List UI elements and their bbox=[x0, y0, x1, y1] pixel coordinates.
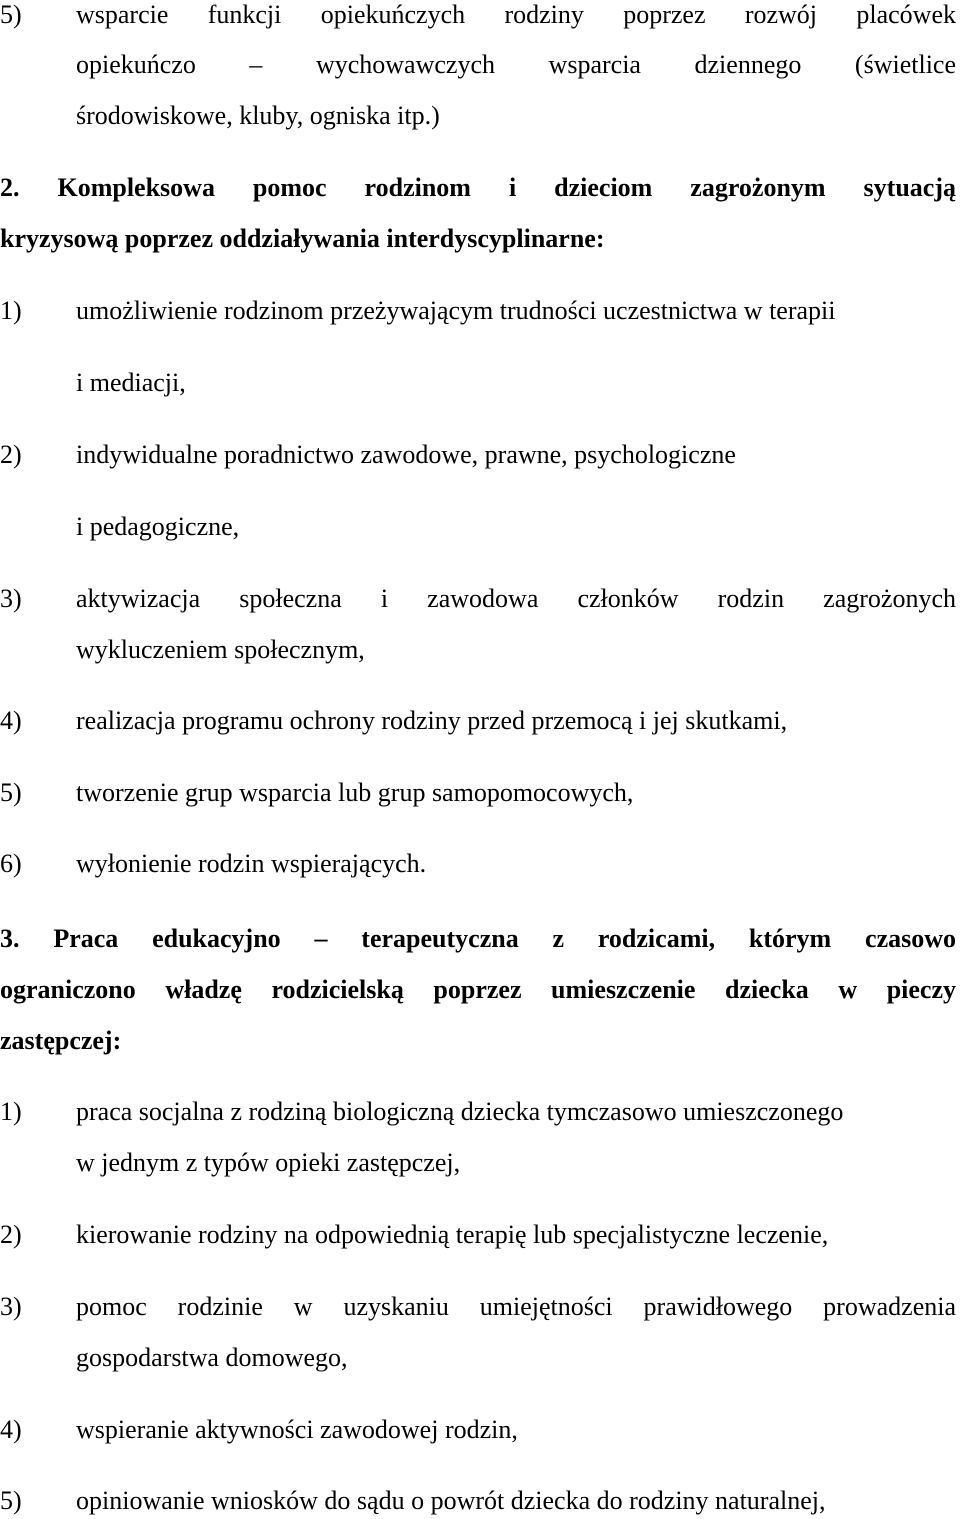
list-continuation: i pedagogiczne, bbox=[76, 512, 240, 541]
list-item bbox=[0, 1292, 956, 1322]
list-item bbox=[0, 584, 956, 614]
list-item bbox=[0, 706, 956, 736]
section-heading: 3. Praca edukacyjno – terapeutyczna z rodzicami, którym czasowo bbox=[0, 924, 956, 953]
list-text: praca socjalna z rodziną biologiczną dziecka tymczasowo umieszczonego bbox=[76, 1097, 844, 1126]
list-text: indywidualne poradnictwo zawodowe, prawne, psychologiczne bbox=[76, 440, 736, 469]
list-text: umożliwienie rodzinom przeżywającym trudności uczestnictwa w terapii bbox=[76, 296, 836, 325]
list-text: aktywizacja społeczna i zawodowa członków rodzin zagrożonych bbox=[76, 584, 956, 613]
section-heading: zastępczej: bbox=[0, 1026, 122, 1055]
list-number: 4) bbox=[0, 1415, 22, 1444]
list-text: kierowanie rodziny na odpowiednią terapię lub specjalistyczne leczenie, bbox=[76, 1220, 829, 1249]
list-text: wyłonienie rodzin wspierających. bbox=[76, 849, 427, 878]
section-heading: 2. Kompleksowa pomoc rodzinom i dzieciom zagrożonym sytuacją bbox=[0, 173, 956, 202]
list-continuation: gospodarstwa domowego, bbox=[76, 1343, 348, 1372]
list-item bbox=[0, 296, 956, 326]
list-number: 5) bbox=[0, 0, 22, 29]
list-number: 3) bbox=[0, 584, 22, 613]
list-continuation: w jednym z typów opieki zastępczej, bbox=[76, 1148, 461, 1177]
list-continuation: wykluczeniem społecznym, bbox=[76, 635, 365, 664]
list-number: 5) bbox=[0, 778, 22, 807]
list-number: 2) bbox=[0, 440, 22, 469]
section-heading: kryzysową poprzez oddziaływania interdyscyplinarne: bbox=[0, 224, 605, 253]
list-text: wspieranie aktywności zawodowej rodzin, bbox=[76, 1415, 518, 1444]
list-number: 5) bbox=[0, 1486, 22, 1515]
list-number: 6) bbox=[0, 849, 22, 878]
list-number: 2) bbox=[0, 1220, 22, 1249]
list-number: 3) bbox=[0, 1292, 22, 1321]
list-continuation: i mediacji, bbox=[76, 368, 186, 397]
list-text: tworzenie grup wsparcia lub grup samopomocowych, bbox=[76, 778, 634, 807]
list-item bbox=[0, 849, 956, 879]
list-number: 1) bbox=[0, 1097, 22, 1126]
list-item bbox=[0, 778, 956, 808]
list-item bbox=[0, 1415, 956, 1445]
list-text: wsparcie funkcji opiekuńczych rodziny poprzez rozwój placówek bbox=[76, 0, 956, 29]
list-item bbox=[0, 1486, 956, 1516]
list-continuation: środowiskowe, kluby, ogniska itp.) bbox=[76, 101, 440, 130]
list-continuation: opiekuńczo – wychowawczych wsparcia dziennego (świetlice bbox=[76, 50, 956, 79]
list-item bbox=[0, 1220, 956, 1250]
list-text: realizacja programu ochrony rodziny przed przemocą i jej skutkami, bbox=[76, 706, 788, 735]
section-heading: ograniczono władzę rodzicielską poprzez umieszczenie dziecka w pieczy bbox=[0, 975, 956, 1004]
list-text: opiniowanie wniosków do sądu o powrót dziecka do rodziny naturalnej, bbox=[76, 1486, 826, 1515]
list-item bbox=[0, 1097, 956, 1127]
list-number: 1) bbox=[0, 296, 22, 325]
list-number: 4) bbox=[0, 706, 22, 735]
list-item bbox=[0, 440, 956, 470]
list-item bbox=[0, 0, 956, 30]
list-text: pomoc rodzinie w uzyskaniu umiejętności prawidłowego prowadzenia bbox=[76, 1292, 956, 1321]
